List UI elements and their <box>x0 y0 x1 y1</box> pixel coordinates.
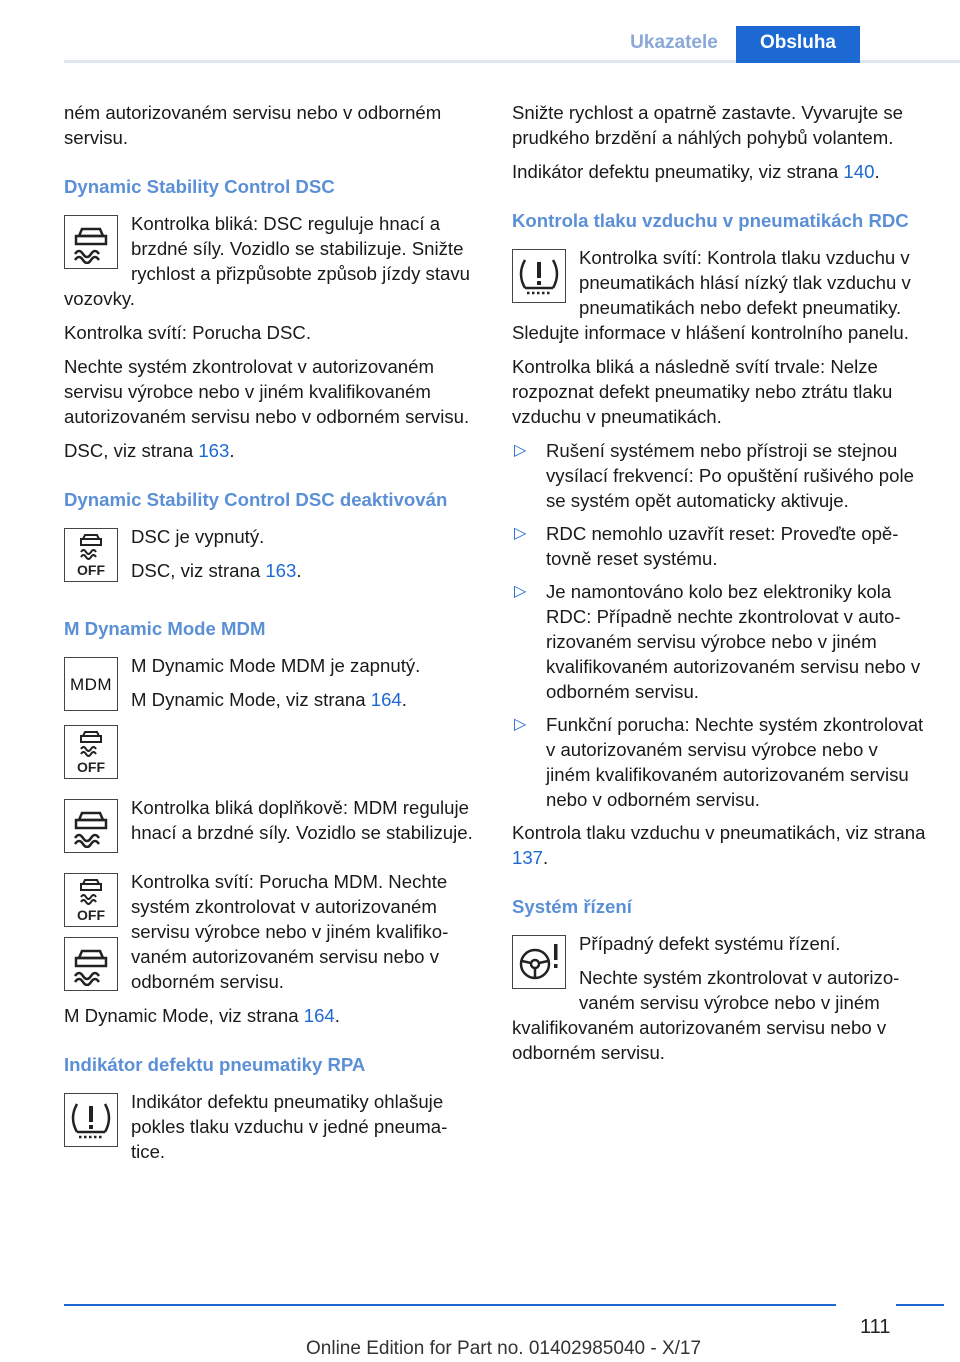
mdm-reference-2-text: M Dynamic Mode, viz strana <box>64 1005 304 1026</box>
mdm-fault-dsc-off-icon <box>64 873 118 927</box>
footer-divider <box>64 1304 944 1306</box>
mdm-paragraph-2: Kontrolka bliká doplňkově: MDM reguluje hnací a brzdné síly. Vozidlo se stabilizuje. <box>131 797 473 843</box>
list-item: ▷ Funkční porucha: Nechte systém zkontrolovat v autorizovaném servisu výrobce nebo v jiném kvalifikovaném autorizovaném servisu nebo v odborném servisu. <box>514 714 924 810</box>
dsc-block <box>64 211 474 311</box>
right-intro: Snižte rychlost a opatrně zastavte. Vyvarujte se prudkého brzdění a náhlých pohybů volantem. <box>512 102 904 148</box>
dsc-paragraph-2: Kontrolka svítí: Porucha DSC. <box>64 322 311 343</box>
tab-ukazatele[interactable]: Ukazatele <box>612 26 736 60</box>
svg-text:OFF: OFF <box>77 907 105 923</box>
svg-text:OFF: OFF <box>77 562 105 578</box>
svg-text:OFF: OFF <box>77 759 105 775</box>
rdc-reference: Kontrola tlaku vzduchu v pneumatikách, viz strana 137. <box>512 822 926 868</box>
dsc-off-reference-text: DSC, viz strana <box>131 560 266 581</box>
heading-rpa: Indikátor defektu pneumatiky RPA <box>64 1054 366 1075</box>
mdm-icon <box>64 657 118 711</box>
rdc-block <box>512 245 926 345</box>
dsc-reference-text: DSC, viz strana <box>64 440 199 461</box>
rpa-block <box>64 1089 474 1164</box>
mdm-icon-label: MDM <box>69 674 113 694</box>
triangle-bullet-icon: ▷ <box>514 525 527 542</box>
heading-dsc-off: Dynamic Stability Control DSC deaktivován <box>64 489 448 510</box>
dsc-off-icon <box>64 528 118 582</box>
rdc-reference-text: Kontrola tlaku vzduchu v pneumatikách, viz strana <box>512 822 926 843</box>
heading-mdm: M Dynamic Mode MDM <box>64 618 266 639</box>
footer-edition: Online Edition for Part no. 01402985040 - X/17 <box>306 1338 702 1359</box>
rdc-paragraph-1: Kontrolka svítí: Kontrola tlaku vzduchu v pneumatikách hlásí nízký tlak vzduchu v pneumatikách nebo defekt pneumatiky. Sledujte informace v hlášení kontrolního panelu. <box>512 247 911 343</box>
rpa-reference-text: Indikátor defektu pneumatiky, viz strana <box>512 161 844 182</box>
rpa-reference: Indikátor defektu pneumatiky, viz strana 140. <box>512 161 880 182</box>
triangle-bullet-icon: ▷ <box>514 583 527 600</box>
mdm-reference-text: M Dynamic Mode, viz strana <box>131 689 371 710</box>
left-column <box>64 100 474 1173</box>
steering-paragraph-2: Nechte systém zkontrolovat v autorizovaném servisu výrobce nebo v jiném kvalifikovaném autorizovaném servisu nebo v odborném servisu. <box>512 967 900 1063</box>
steering-warning-icon <box>512 935 566 989</box>
dsc-page-link[interactable]: 163 <box>198 440 230 461</box>
rdc-paragraph-2: Kontrolka bliká a následně svítí trvale: Nelze rozpoznat defekt pneumatiky nebo ztrátu tlaku vzduchu v pneumatikách. <box>512 356 893 427</box>
rdc-page-link[interactable]: 137 <box>512 847 544 868</box>
dsc-off-paragraph: DSC je vypnutý. <box>131 526 265 547</box>
heading-dsc: Dynamic Stability Control DSC <box>64 176 335 197</box>
list-item: ▷ Rušení systémem nebo přístroji se stejnou vysílací frekvencí: Po opuštění rušivého pole se systém opět automaticky aktivuje. <box>514 440 914 511</box>
steering-paragraph-1: Případný defekt systému řízení. <box>579 933 841 954</box>
heading-steering: Systém řízení <box>512 896 632 917</box>
dsc-paragraph-1: Kontrolka bliká: DSC reguluje hnací a brzdné síly. Vozidlo se stabilizuje. Snižte rychlost a přizpůsobte způsob jízdy stavu vozovky. <box>64 213 470 309</box>
mdm-dsc-off-icon <box>64 725 118 779</box>
rdc-bullet-list <box>512 438 926 812</box>
mdm-car-skid-icon <box>64 799 118 853</box>
tire-warning-icon <box>64 1093 118 1147</box>
mdm-reference-2: M Dynamic Mode, viz strana 164. <box>64 1005 340 1026</box>
rpa-page-link[interactable]: 140 <box>843 161 875 182</box>
mdm-paragraph-1: M Dynamic Mode MDM je zapnutý. <box>131 655 421 676</box>
heading-rdc: Kontrola tlaku vzduchu v pneumatikách RDC <box>512 210 909 231</box>
dsc-off-page-link[interactable]: 163 <box>265 560 297 581</box>
dsc-off-block <box>64 524 474 583</box>
mdm-paragraph-3: Kontrolka svítí: Porucha MDM. Nechte systém zkontrolovat v autorizovaném servisu výrobce nebo v jiném kvalifikovaném autorizovaném servisu nebo v odborném servisu. <box>131 871 449 992</box>
dsc-reference: DSC, viz strana 163. <box>64 440 235 461</box>
mdm-page-link[interactable]: 164 <box>370 689 402 710</box>
list-item: ▷ RDC nemohlo uzavřít reset: Proveďte opětovně reset systému. <box>514 523 899 569</box>
triangle-bullet-icon: ▷ <box>514 716 527 733</box>
steering-block <box>512 931 926 1065</box>
rpa-paragraph: Indikátor defektu pneumatiky ohlašuje pokles tlaku vzduchu v jedné pneumatice. <box>131 1091 448 1162</box>
page-number: 111 <box>860 1316 891 1338</box>
page-header <box>0 0 960 62</box>
triangle-bullet-icon: ▷ <box>514 442 527 459</box>
mdm-reference: M Dynamic Mode, viz strana 164. <box>131 689 407 710</box>
list-item: ▷ Je namontováno kolo bez elektroniky kola RDC: Případně nechte zkontrolovat v autorizovaném servisu výrobce nebo v jiném kvalifikovaném autorizovaném servisu nebo v odborném servisu. <box>514 581 921 702</box>
mdm-block <box>64 653 474 712</box>
dsc-car-skid-icon <box>64 215 118 269</box>
intro-paragraph: ném autorizovaném servisu nebo v odborném servisu. <box>64 102 442 148</box>
mdm-page-link-2[interactable]: 164 <box>303 1005 335 1026</box>
tab-obsluha[interactable]: Obsluha <box>736 26 860 60</box>
dsc-paragraph-3: Nechte systém zkontrolovat v autorizovaném servisu výrobce nebo v jiném kvalifikovaném autorizovaném servisu nebo v odborném servisu. <box>64 356 470 427</box>
mdm-fault-block <box>64 869 474 994</box>
mdm-fault-car-skid-icon <box>64 937 118 991</box>
mdm-flash-block <box>64 795 474 845</box>
right-column <box>512 100 926 1074</box>
tire-pressure-warning-icon <box>512 249 566 303</box>
header-divider-active <box>736 60 860 63</box>
dsc-off-reference: DSC, viz strana 163. <box>131 560 302 581</box>
